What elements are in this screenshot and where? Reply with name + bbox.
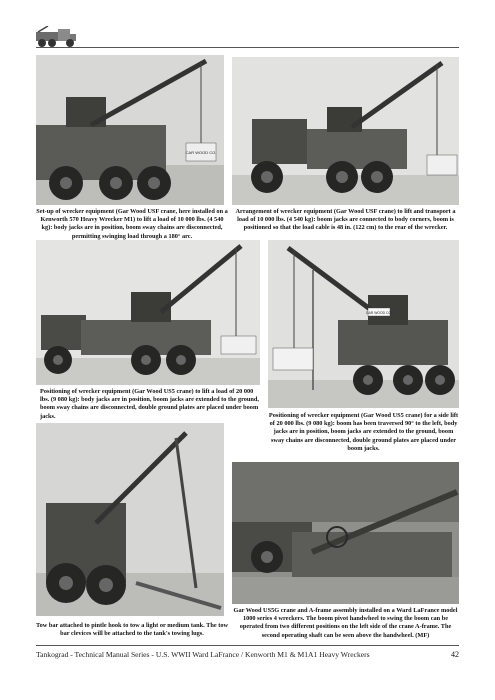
photo-ward-lafrance-crane: [232, 462, 459, 604]
sign-label: GAR WOOD CO.: [365, 311, 393, 315]
wrecker-truck-icon: [34, 26, 78, 48]
photo-kenworth-wrecker-rear: [36, 55, 224, 205]
caption-1: Set-up of wrecker equipment (Gar Wood USF crane, here installed on a Kenworth 570 Heavy Wrecker M1) to lift a load of 10 000 lbs. (4 540 kg): body jacks are in position, boom sway chains are disconnected, permitting swinging load through a 180° arc.: [36, 208, 228, 240]
photo-wrecker-20000-lift: [36, 240, 260, 385]
header-logo: [34, 26, 78, 48]
photo-wrecker-side-lift: [268, 240, 459, 408]
caption-3: Positioning of wrecker equipment (Gar Wood US5 crane) to lift a load of 20 000 lbs. (9 080 kg): body jacks are in position, boom jacks are extended to the ground, boom sway chains are disconnected, double ground plates are placed under boom jacks.: [40, 388, 260, 420]
caption-2: Arrangement of wrecker equipment (Gar Wood USF crane) to lift and transport a load of 10 000 lbs. (4 540 kg): boom jacks are connected to body corners, boom is positioned so that the load cable is 48 in. (122 cm) to the rear of the wrecker.: [235, 208, 456, 232]
footer-rule: [36, 645, 459, 646]
caption-6: Gar Wood US5G crane and A-frame assembly installed on a Ward LaFrance model 1000 series 4 wreckers. The boom pivot handwheel to swing the boom can be operated from two different positions on the left side of the crane A-frame. The second operating shaft can be seen above the handwheel. (MF): [233, 607, 458, 639]
caption-4: Positioning of wrecker equipment (Gar Wood US5 crane) for a side lift of 20 000 lbs. (9 080 kg): boom has been traversed 90° to the left, body jacks are in position, boom jacks are extended to the ground, boom sway chains are disconnected, double ground plates are placed under boom jacks.: [268, 412, 459, 452]
caption-5: Tow bar attached to pintle hook to tow a light or medium tank. The tow bar clevices will be attached to the tank's towing lugs.: [36, 622, 229, 638]
photo-wrecker-load-transport: [232, 57, 459, 205]
sign-label: CAR WOOD CO.: [185, 150, 217, 155]
header-rule: [36, 47, 459, 48]
footer-title: Tankograd - Technical Manual Series - U.S. WWII Ward LaFrance / Kenworth M1 & M1A1 Heavy Wreckers: [36, 650, 370, 659]
photo-tow-bar-pintle: [36, 423, 224, 616]
page-number: 42: [451, 650, 459, 659]
